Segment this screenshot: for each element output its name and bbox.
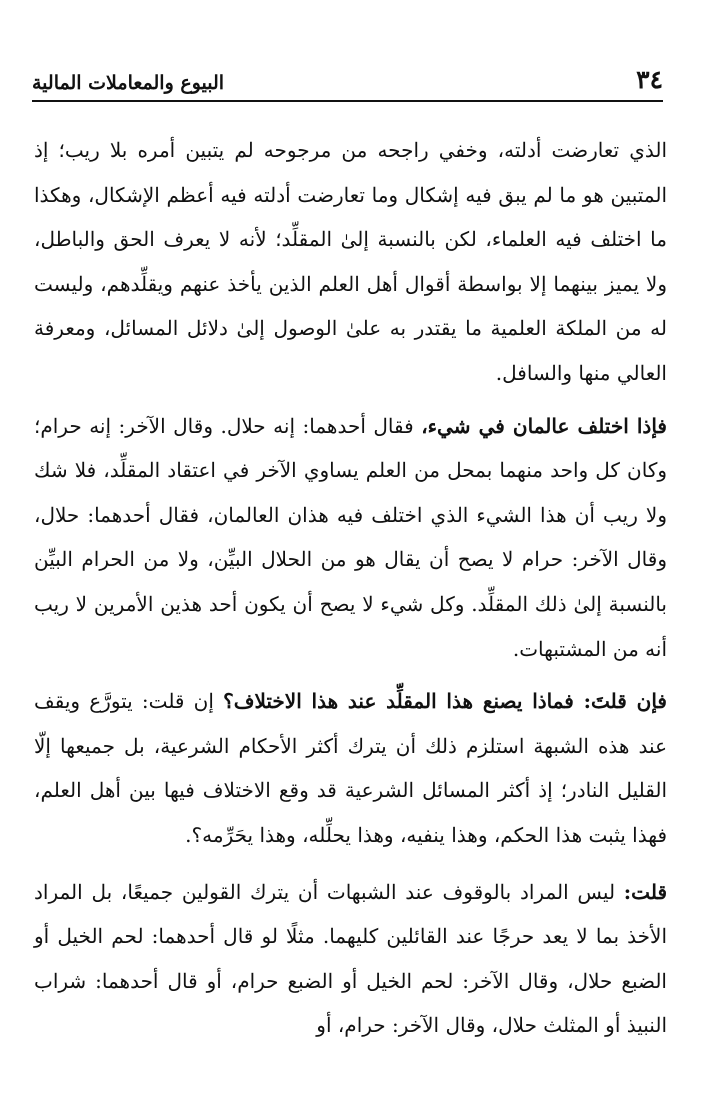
paragraph-2 xyxy=(34,404,667,672)
paragraph-1 xyxy=(34,128,667,396)
paragraph-lead: فإن قلتَ: فماذا يصنع هذا المقلِّد عند هذا الاختلاف؟ xyxy=(223,689,667,714)
paragraph-lead: فإذا اختلف عالمان في شيء، xyxy=(421,413,667,438)
paragraph-text: فقال أحدهما: إنه حلال. وقال الآخر: إنه حرام؛ وكان كل واحد منهما بمحل من العلم يساوي الآخر في اعتقاد المقلِّد، فلا شك ولا ريب أن هذا الشيء الذي اختلف فيه هذان العالمان، فقال أحدهما: حلال، وقال الآخر: حرام لا يصح أن يقال هو من الحلال البيِّن، ولا من الحرام البيِّن بالنسبة إلىٰ ذلك المقلِّد. وكل شيء لا يصح أن يكون أحد هذين الأمرين لا ريب أنه من المشتبهات. xyxy=(34,413,667,661)
page-header xyxy=(32,62,663,102)
page-body xyxy=(34,128,667,1056)
running-title: البيوع والمعاملات المالية xyxy=(32,72,225,94)
page-number: ٣٤ xyxy=(636,65,663,94)
paragraph-text: ليس المراد بالوقوف عند الشبهات أن يترك القولين جميعًا، بل المراد الأخذ بما لا يعد حرجًا عند القائلين كليهما. مثلًا لو قال أحدهما: لحم الخيل أو الضبع حلال، وقال الآخر: لحم الخيل أو الضبع حرام، أو قال أحدهما: شراب النبيذ أو المثلث حلال، وقال الآخر: حرام، أو xyxy=(34,879,667,1038)
paragraph-lead: قلت: xyxy=(623,879,667,904)
paragraph-text: إن قلت: يتورَّع ويقف عند هذه الشبهة استلزم ذلك أن يترك أكثر الأحكام الشرعية، بل جميعها إلّا القليل النادر؛ إذ أكثر المسائل الشرعية قد وقع الاختلاف فيها بين أهل العلم، فهذا يثبت هذا الحكم، وهذا ينفيه، وهذا يحلِّله، وهذا يحَرِّمه؟. xyxy=(34,689,667,847)
paragraph-text: الذي تعارضت أدلته، وخفي راجحه من مرجوحه لم يتبين أمره بلا ريب؛ إذ المتبين هو ما لم يبق فيه إشكال وما تعارضت أدلته فيه أعظم الإشكال، وهكذا ما اختلف فيه العلماء، لكن بالنسبة إلىٰ المقلِّد؛ لأنه لا يعرف الحق والباطل، ولا يميز بينهما إلا بواسطة أقوال أهل العلم الذين يأخذ عنهم ويقلِّدهم، وليست له من الملكة العلمية ما يقتدر به علىٰ الوصول إلىٰ دلائل المسائل، ومعرفة العالي منها والسافل. xyxy=(34,138,667,385)
paragraph-4 xyxy=(34,870,667,1048)
paragraph-3 xyxy=(34,679,667,857)
